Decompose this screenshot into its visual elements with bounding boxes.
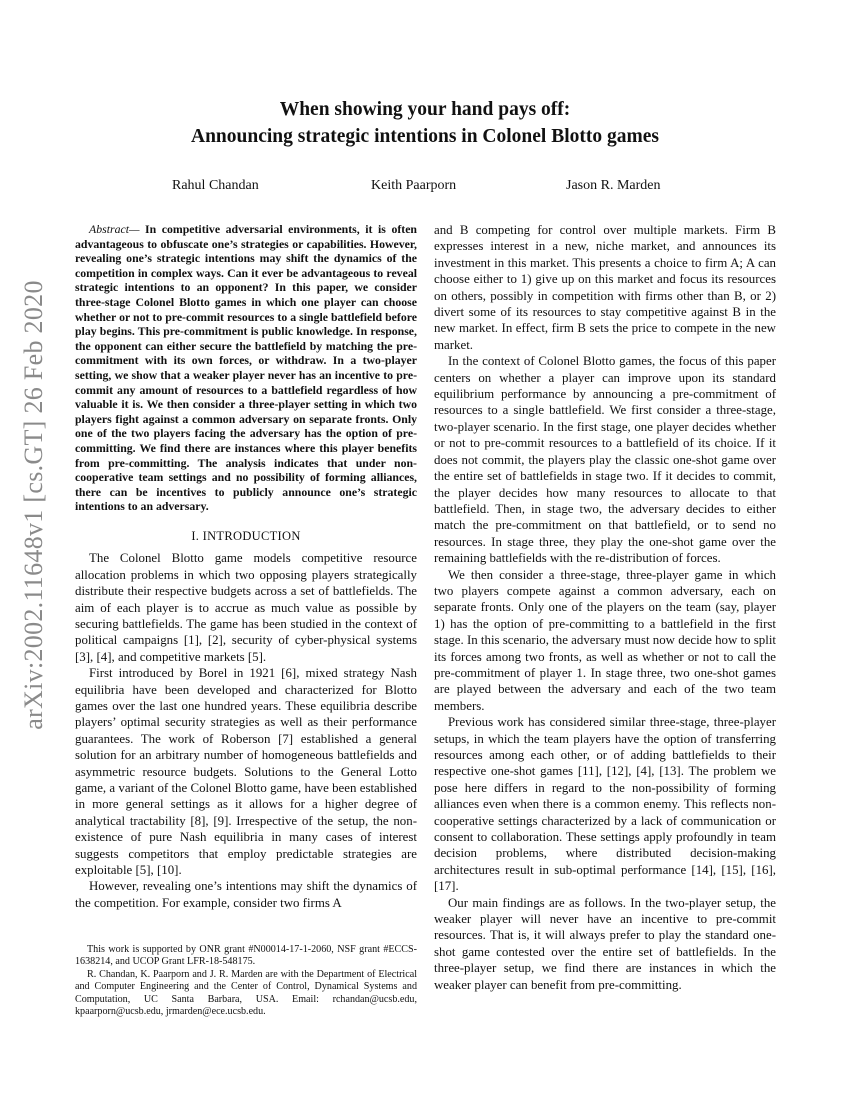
- title-line-2: Announcing strategic intentions in Colonel Blotto games: [190, 126, 660, 147]
- abstract-text: In competitive adversarial environments, it is often advantageous to obfuscate one’s strategies or capabilities. However, revealing one’s strategic intentions may shift the dynamics of the competition in complex ways. Can it ever be advantageous to reveal strategic intentions to an opponent? In this paper, we consider three-stage Colonel Blotto games in which one player can choose whether or not to pre-commit resources to a single battlefield before play begins. This pre-commitment is public knowledge. In response, the opponent can either secure the battlefield by matching the pre-commitment with its own forces, or withdraw. In a two-player setting, we show that a weaker player never has an incentive to pre-commit any amount of resources to a battlefield regardless of how valuable it is. We then consider a three-player setting in which two players fight against a common adversary on separate fronts. Only one of the two players facing the adversary has the option of pre-committing. We find there are instances where this player benefits from pre-committing. The analysis indicates that under non-cooperative team settings and no possibility of forming alliances, there can be incentives to publicly announce one’s strategic intentions to an adversary.: [75, 222, 417, 514]
- arxiv-identifier-sidebar: [14, 255, 54, 755]
- paper-title: [75, 96, 775, 150]
- section-heading: I. INTRODUCTION: [191, 528, 301, 543]
- paragraph: Our main findings are as follows. In the two-player setup, the weaker player will never have an incentive to pre-commit resources. That is, it will always prefer to play the standard one-shot game contested over the entire set of battlefields. In the three-player setup, we find there are instances in which the weaker player can benefit from pre-committing.: [434, 895, 776, 992]
- author-3: Jason R. Marden: [566, 178, 661, 193]
- left-column: [75, 222, 417, 911]
- title-line-1: When showing your hand pays off:: [279, 99, 571, 120]
- abstract-label: Abstract: [89, 222, 129, 236]
- paragraph: However, revealing one’s intentions may shift the dynamics of the competition. For example, consider two firms A: [75, 879, 417, 910]
- footnotes: [75, 944, 417, 1018]
- footnote-affiliation: R. Chandan, K. Paarporn and J. R. Marden are with the Department of Electrical and Computer Engineering and the Center of Control, Dynamical Systems and Computation, UC Santa Barbara, USA. Email: rchandan@ucsb.edu, kpaarporn@ucsb.edu, jrmarden@ece.ucsb.edu.: [75, 968, 417, 1018]
- abstract: Abstract— In competitive adversarial environments, it is often advantageous to obfuscate one’s strategies or capabilities. However, revealing one’s strategic intentions may shift the dynamics of the competition in complex ways. Can it ever be advantageous to reveal strategic intentions to an opponent? In this paper, we consider three-stage Colonel Blotto games in which one player can choose whether or not to pre-commit resources to a single battlefield before play begins. This pre-commitment is public knowledge. In response, the opponent can either secure the battlefield by matching the pre-commitment with its own forces, or withdraw. In a two-player setting, we show that a weaker player never has an incentive to pre-commit any amount of resources to a battlefield regardless of how valuable it is. We then consider a three-player setting in which two players fight against a common adversary on separate fronts. Only one of the two players facing the adversary has the option of pre-committing. We find there are instances where this player benefits from pre-committing. The analysis indicates that under non-cooperative team settings and no possibility of forming alliances, there can be incentives to publicly announce one’s strategic intentions to an adversary.: [75, 222, 417, 514]
- footnote-funding: This work is supported by ONR grant #N00014-17-1-2060, NSF grant #ECCS-1638214, and UCOP Grant LFR-18-548175.: [75, 944, 417, 968]
- paragraph: and B competing for control over multiple markets. Firm B expresses interest in a new, niche market, and announces its investment in this market. This presents a choice to firm A; A can choose either to 1) give up on this market and focus its resources on others, possibly in competition with firms other than B, or 2) divert some of its resources to stay competitive against B in the new market. In effect, firm B sets the price to compete in the new market.: [434, 223, 776, 352]
- paragraph: In the context of Colonel Blotto games, the focus of this paper centers on whether a player can improve upon its standard equilibrium performance by announcing a pre-commitment of resources to a single battlefield. We first consider a three-stage, two-player scenario. In the first stage, one player decides whether or not to pre-commit resources to a battlefield of its choice. If it does not commit, the players play the classic one-shot game over the entire set of battlefields in stage two. If it decides to commit, the player decides how many resources to allocate to that battlefield. Then, in stage two, the adversary decides to either match the pre-commitment on that battlefield, or to send no resources. In stage three, they play the one-shot game over the remaining battlefields with the re-distribution of forces.: [434, 354, 776, 566]
- paragraph: We then consider a three-stage, three-player game in which two players compete against a common adversary, each on separate fronts. Only one of the players on the team (say, player 1) has the option of pre-committing to a battlefield in the first stage. In this scenario, the adversary must now decide how to split its forces among two fronts, as well as whether or not to call the pre-commitment of player 1. In stage three, two one-shot games are played between the adversary and each of the two team members.: [434, 567, 776, 713]
- author-2: Keith Paarporn: [371, 178, 457, 193]
- author-1: Rahul Chandan: [172, 178, 259, 193]
- paragraph: Previous work has considered similar three-stage, three-player setups, in which the team players have the option of transferring resources among each other, or of adding battlefields to their respective one-shot games [11], [12], [4], [13]. The problem we pose here differs in regard to the non-possibility of forming alliances even when there is a common enemy. This reflects non-cooperative settings characterized by a lack of communication or consent to collaboration. These settings apply profoundly in team decision problems, where distributed decision-making architectures result in sub-optimal performance [14], [15], [16], [17].: [434, 715, 776, 894]
- paragraph: The Colonel Blotto game models competitive resource allocation problems in which two opposing players strategically distribute their respective budgets across a set of battlefields. The aim of each player is to accrue as much value as possible by securing battlefields. The game has been studied in the context of political campaigns [1], [2], security of cyber-physical systems [3], [4], and competitive markets [5].: [75, 551, 417, 664]
- paragraph: First introduced by Borel in 1921 [6], mixed strategy Nash equilibria have been developed and characterized for Blotto games over the last one hundred years. These equilibria describe players’ optimal security strategies as well as their performance guarantees. The work of Roberson [7] established a general solution for an arbitrary number of homogeneous battlefields and asymmetric resource budgets. Solutions to the General Lotto game, a variant of the Colonel Blotto game, have been established in more general settings as it allows for a higher degree of analytical tractability [8], [9]. Irrespective of the setup, the non-existence of pure Nash equilibria in many cases of interest suggests competitors that employ predictable strategies are exploitable [5], [10].: [75, 666, 417, 877]
- arxiv-identifier: arXiv:2002.11648v1 [cs.GT] 26 Feb 2020: [19, 280, 48, 730]
- right-column: [434, 222, 776, 993]
